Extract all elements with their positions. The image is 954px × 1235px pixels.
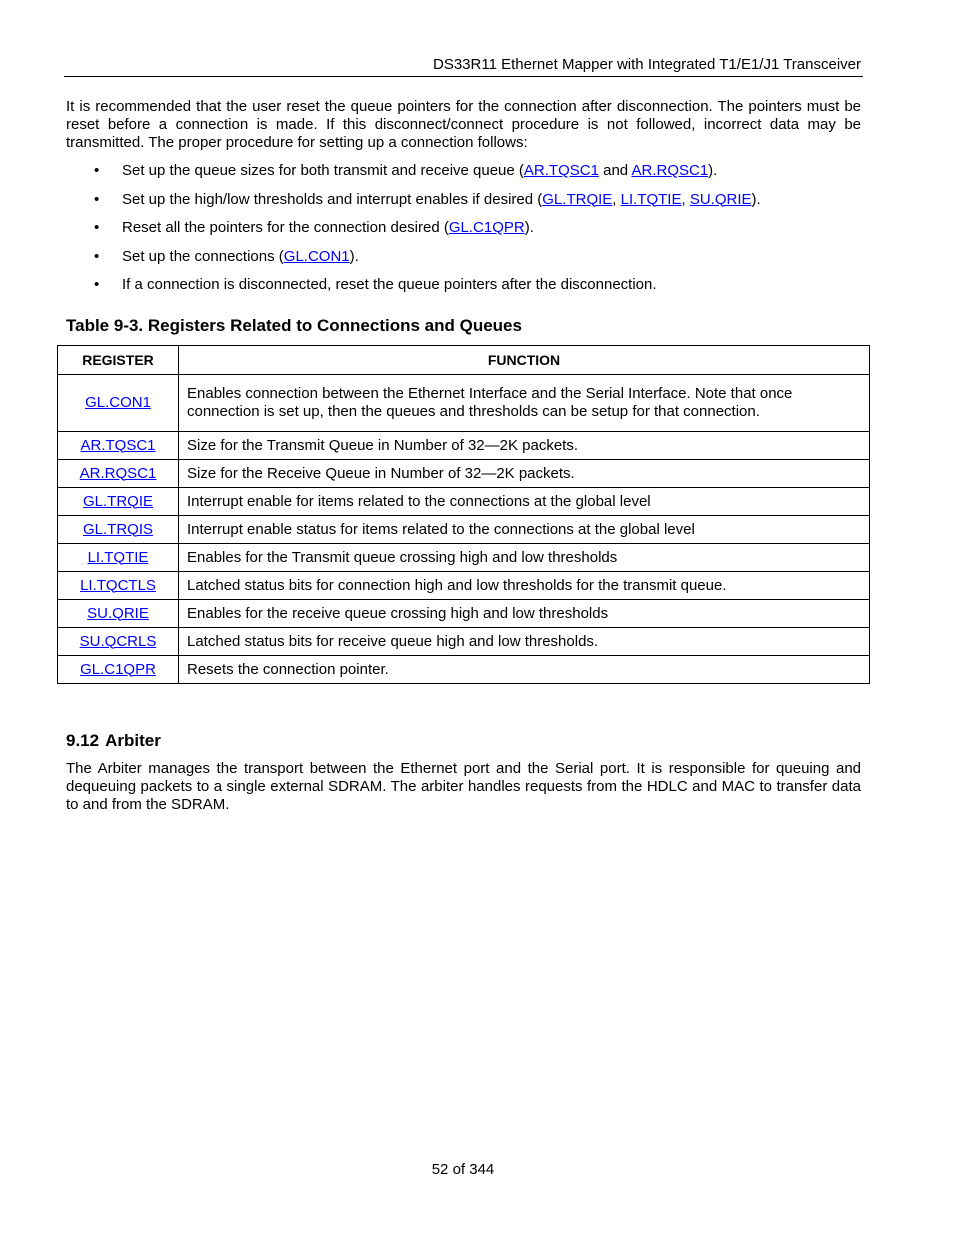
step-text: Reset all the pointers for the connection desired ( <box>122 219 449 236</box>
register-link[interactable]: GL.CON1 <box>85 394 151 411</box>
table-title: Table 9-3. Registers Related to Connections and Queues <box>66 316 522 335</box>
table-row <box>58 572 870 600</box>
register-link[interactable]: AR.RQSC1 <box>79 464 157 482</box>
step-text: Set up the high/low thresholds and interrupt enables if desired ( <box>122 190 543 208</box>
column-header-register: REGISTER <box>58 346 179 375</box>
table-row <box>58 516 870 544</box>
page-header: DS33R11 Ethernet Mapper with Integrated T1/E1/J1 Transceiver <box>432 56 861 73</box>
bullet-icon: • <box>94 219 100 236</box>
table-row <box>58 656 870 684</box>
intro-paragraph: It is recommended that the user reset the queue pointers for the connection after disconnection. The pointers must be reset before a connection is made. If this disconnect/connect procedure is not followed, incorrect data may be transmitted. The proper procedure for setting up a connection follows: <box>66 98 861 151</box>
step-text: Set up the connections ( <box>122 247 284 265</box>
register-link[interactable]: GL.TRQIS <box>82 520 153 538</box>
table-row <box>58 460 870 488</box>
register-function: Enables for the receive queue crossing high and low thresholds <box>179 600 870 628</box>
bullet-icon: • <box>94 247 100 265</box>
register-link[interactable]: LI.TQTIE, <box>620 190 686 208</box>
section-title: Arbiter <box>105 731 161 750</box>
register-link[interactable]: LI.TQCTLS <box>80 576 156 594</box>
step-text: ). <box>708 162 718 179</box>
procedure-step <box>66 247 861 276</box>
step-text: and <box>598 162 632 179</box>
procedure-list <box>66 161 861 304</box>
register-function: Enables connection between the Ethernet Interface and the Serial Interface. Note that once connection is set up, then the queues and thresholds can be setup for that connection. <box>179 375 870 432</box>
step-text: Set up the queue sizes for both transmit and receive queue ( <box>122 162 524 179</box>
register-link[interactable]: AR.TQSC1 <box>523 162 599 179</box>
register-link[interactable]: GL.CON1 <box>283 247 350 265</box>
register-function: Size for the Receive Queue in Number of 32—2K packets. <box>179 460 870 488</box>
register-function: Interrupt enable for items related to the connections at the global level <box>179 488 870 516</box>
step-text: ). <box>349 247 359 265</box>
register-link[interactable]: LI.TQTIE <box>87 548 149 566</box>
register-function: Interrupt enable status for items related to the connections at the global level <box>179 516 870 544</box>
bullet-icon: • <box>94 276 100 293</box>
page-number: 52 of 344 <box>431 1161 495 1178</box>
procedure-step <box>66 275 861 304</box>
register-link[interactable]: SU.QRIE <box>87 604 149 622</box>
register-link[interactable]: GL.C1QPR <box>448 219 525 236</box>
register-function: Resets the connection pointer. <box>179 656 870 684</box>
register-function: Size for the Transmit Queue in Number of 32—2K packets. <box>179 432 870 460</box>
table-row <box>58 488 870 516</box>
register-function: Latched status bits for receive queue high and low thresholds. <box>179 628 870 656</box>
step-text: , <box>612 190 621 208</box>
procedure-step <box>66 161 861 190</box>
table-row <box>58 600 870 628</box>
section-paragraph: The Arbiter manages the transport between the Ethernet port and the Serial port. It is responsible for queuing and dequeuing packets to a single external SDRAM. The arbiter handles requests from the HDLC and MAC to transfer data to and from the SDRAM. <box>66 760 861 813</box>
header-divider <box>64 76 863 77</box>
procedure-step <box>66 218 861 247</box>
register-function: Enables for the Transmit queue crossing high and low thresholds <box>179 544 870 572</box>
step-text: ). <box>524 219 534 236</box>
bullet-icon: • <box>94 190 100 208</box>
table-row <box>58 375 870 432</box>
register-link[interactable]: GL.TRQIE <box>542 190 613 208</box>
step-text: If a connection is disconnected, reset the queue pointers after the disconnection. <box>122 276 657 293</box>
register-link[interactable]: GL.C1QPR <box>80 660 156 678</box>
register-function: Latched status bits for connection high and low thresholds for the transmit queue. <box>179 572 870 600</box>
table-row <box>58 432 870 460</box>
table-row <box>58 544 870 572</box>
step-text: ). <box>751 190 761 208</box>
register-link[interactable]: AR.TQSC1 <box>80 436 156 454</box>
registers-table <box>57 345 870 684</box>
bullet-icon: • <box>94 162 100 179</box>
table-header-row <box>58 346 870 375</box>
section-heading <box>66 730 161 752</box>
register-link[interactable]: AR.RQSC1 <box>631 162 709 179</box>
register-link[interactable]: GL.TRQIE <box>82 492 153 510</box>
section-number: 9.12 <box>66 731 100 750</box>
register-link[interactable]: SU.QCRLS <box>79 632 157 650</box>
procedure-step <box>66 190 861 219</box>
register-link[interactable]: SU.QRIE <box>689 190 752 208</box>
column-header-function: FUNCTION <box>179 346 870 375</box>
table-row <box>58 628 870 656</box>
